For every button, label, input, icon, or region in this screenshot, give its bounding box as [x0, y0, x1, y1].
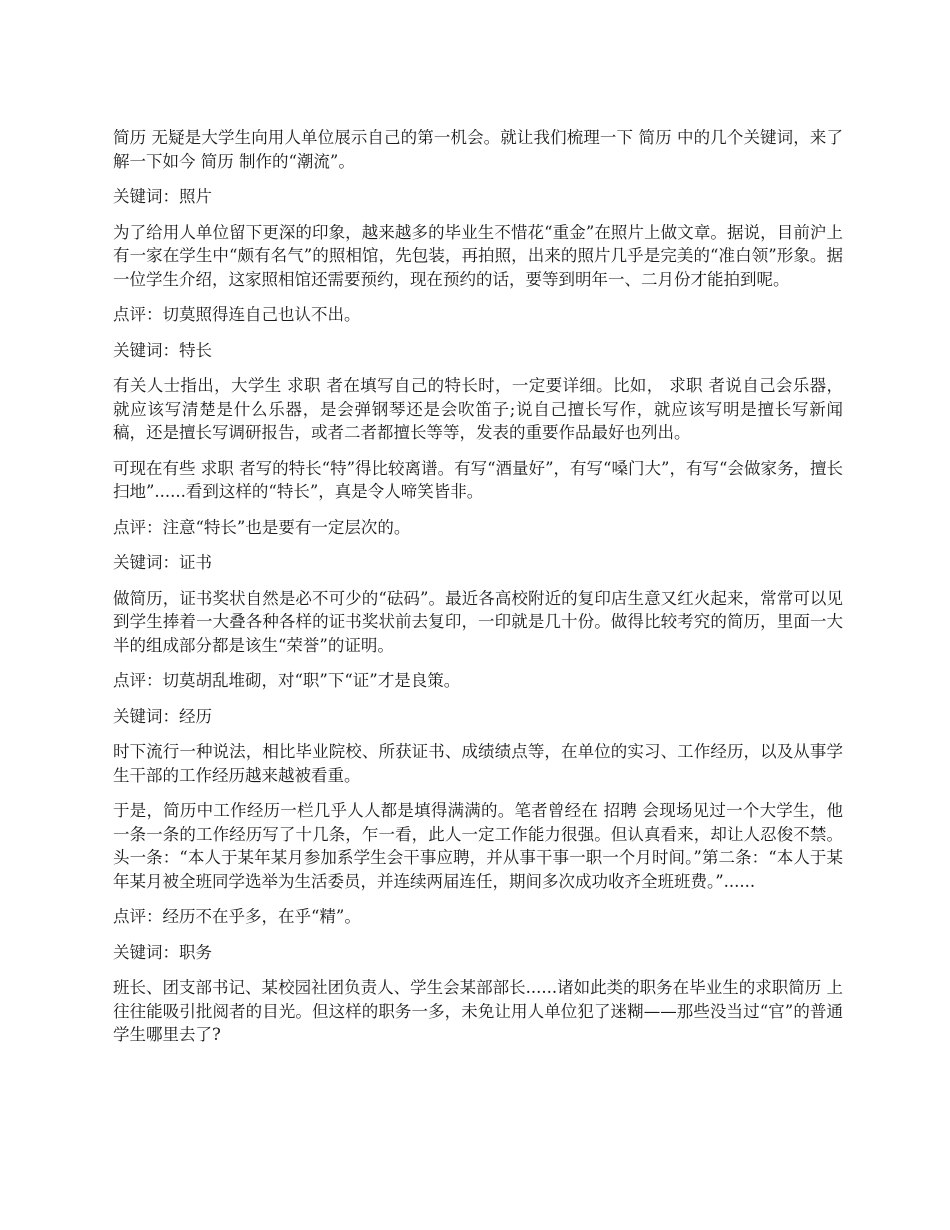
photo-comment: 点评：切莫照得连自己也认不出。: [113, 305, 361, 324]
specialty-comment: 点评：注意“特长”也是要有一定层次的。: [113, 517, 411, 537]
certificate-paragraph: 做简历，证书奖状自然是必不可少的“砝码”。最近各高校附近的复印店生意又红火起来，常常可以见到学生捧着一大叠各种各样的证书奖状前去复印，一印就是几十份。做得比较考究的简历，里面一大半的组成部分都是该生“荣誉”的证明。: [113, 588, 843, 655]
experience-paragraph-2: 于是，简历中工作经历一栏几乎人人都是填得满满的。笔者曾经在 招聘 会现场见过一个大学生，他一条一条的工作经历写了十几条，乍一看，此人一定工作能力很强。但认真看来，却让人忍俊不禁。头一条：“本人于某年某月参加系学生会干事应聘，并从事干事一职一个月时间。”第二条：“本人于某年某月被全班同学选举为生活委员，并连续两届连任，期间多次成功收齐全班班费。”......: [113, 801, 843, 891]
keyword-heading-specialty: 关键词：特长: [113, 340, 212, 360]
keyword-heading-certificate: 关键词：证书: [113, 553, 212, 572]
document-body: [113, 126, 843, 1059]
keyword-heading-experience: 关键词：经历: [113, 706, 212, 726]
intro-paragraph: 简历 无疑是大学生向用人单位展示自己的第一机会。就让我们梳理一下 简历 中的几个关键词，来了解一下如今 简历 制作的“潮流”。: [113, 128, 843, 171]
specialty-paragraph-2: 可现在有些 求职 者写的特长“特”得比较离谱。有写“酒量好”，有写“嗓门大”，有写“会做家务，擅长扫地”......看到这样的“特长”，真是令人啼笑皆非。: [113, 458, 843, 501]
keyword-heading-photo: 关键词：照片: [113, 187, 212, 206]
certificate-comment: 点评：切莫胡乱堆砌，对“职”下“证”才是良策。: [113, 671, 461, 690]
experience-comment: 点评：经历不在乎多，在乎“精”。: [113, 907, 361, 926]
photo-paragraph: 为了给用人单位留下更深的印象，越来越多的毕业生不惜花“重金”在照片上做文章。据说，目前沪上有一家在学生中“颇有名气”的照相馆，先包装，再拍照，出来的照片几乎是完美的“准白领”形象。据一位学生介绍，这家照相馆还需要预约，现在预约的话，要等到明年一、二月份才能拍到呢。: [113, 222, 843, 289]
keyword-heading-position: 关键词：职务: [113, 942, 212, 962]
specialty-paragraph-1: 有关人士指出，大学生 求职 者在填写自己的特长时，一定要详细。比如， 求职 者说自己会乐器，就应该写清楚是什么乐器，是会弹钢琴还是会吹笛子;说自己擅长写作，就应该写明是擅长写新闻稿，还是擅长写调研报告，或者二者都擅长等等，发表的重要作品最好也列出。: [113, 376, 843, 442]
position-paragraph: 班长、团支部书记、某校园社团负责人、学生会某部部长......诸如此类的职务在毕业生的求职简历 上往往能吸引批阅者的目光。但这样的职务一多，未免让用人单位犯了迷糊——那些没当过“官”的普通学生哪里去了?: [113, 978, 843, 1044]
experience-paragraph-1: 时下流行一种说法，相比毕业院校、所获证书、成绩绩点等，在单位的实习、工作经历，以及从事学生干部的工作经历越来越被看重。: [113, 742, 843, 785]
